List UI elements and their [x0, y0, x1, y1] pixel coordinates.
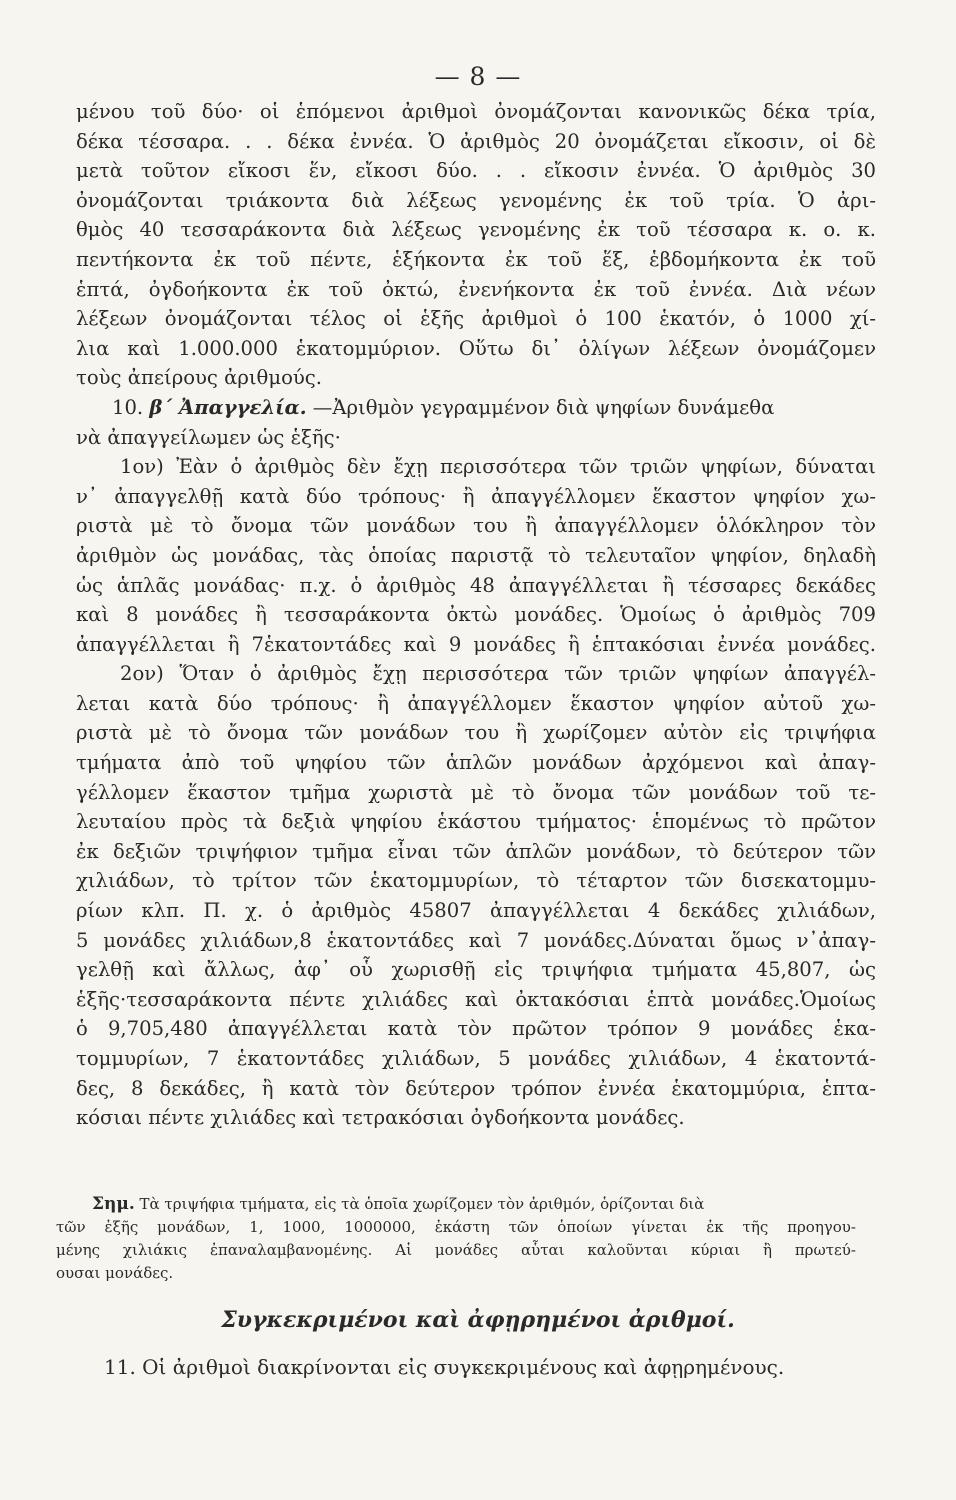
text-line: λεται κατὰ δύο τρόπους· ἢ ἀπαγγέλλομεν ἕκαστον ψηφίον αὐτοῦ χω- — [76, 691, 876, 715]
text-line: νὰ ἀπαγγείλωμεν ὡς ἑξῆς· — [76, 425, 341, 449]
text-line: 1ον) Ἐὰν ὁ ἀριθμὸς δὲν ἔχῃ περισσότερα τῶν τριῶν ψηφίων, δύναται — [120, 455, 876, 479]
text-line: ν᾽ ἀπαγγελθῇ κατὰ δύο τρόπους· ἢ ἀπαγγέλλομεν ἕκαστον ψηφίον χω- — [76, 484, 876, 508]
text-line: ὡς ἁπλᾶς μονάδας· π.χ. ὁ ἀριθμὸς 48 ἀπαγγέλλεται ἢ τέσσαρες δεκάδες — [76, 573, 876, 597]
footnote-text: Τὰ τριψήφια τμήματα, εἰς τὰ ὁποῖα χωρίζομεν τὸν ἀριθμόν, ὁρίζονται διὰ — [139, 1195, 705, 1213]
text-line: πεντήκοντα ἐκ τοῦ πέντε, ἑξήκοντα ἐκ τοῦ ἕξ, ἑβδομήκοντα ἐκ τοῦ — [76, 247, 876, 271]
text-line: 5 μονάδες χιλιάδων,8 ἑκατοντάδες καὶ 7 μονάδες.Δύναται ὅμως ν᾽ἀπαγ- — [76, 928, 876, 952]
text-line: ἐκ δεξιῶν τριψήφιον τμῆμα εἶναι τῶν ἁπλῶν μονάδων, τὸ δεύτερον τῶν — [76, 839, 876, 863]
text-line: δες, 8 δεκάδες, ἢ κατὰ τὸν δεύτερον τρόπον ἐννέα ἑκατομμύρια, ἑπτα- — [76, 1076, 876, 1100]
text-line: τμήματα ἀπὸ τοῦ ψηφίου τῶν ἁπλῶν μονάδων ἀρχόμενοι καὶ ἀπαγ- — [76, 751, 876, 775]
footnote-first-line — [56, 1193, 856, 1216]
paragraph-10-heading — [76, 393, 876, 423]
text-line: κόσιαι πέντε χιλιάδες καὶ τετρακόσιαι ὀγδοήκοντα μονάδες. — [76, 1106, 685, 1130]
text-line: γέλλομεν ἕκαστον τμῆμα χωριστὰ μὲ τὸ ὄνομα τῶν μονάδων τοῦ τε- — [76, 780, 876, 804]
paragraph-lead: —Ἀριθμὸν γεγραμμένον διὰ ψηφίων δυνάμεθα — [312, 395, 775, 419]
footnote-line: ουσαι μονάδες. — [56, 1264, 174, 1282]
text-line: χιλιάδων, τὸ τρίτον τῶν ἑκατομμυρίων, τὸ τέταρτον τῶν δισεκατομμυ- — [76, 869, 876, 893]
text-line: ρίων κλπ. Π. χ. ὁ ἀριθμὸς 45807 ἀπαγγέλλεται 4 δεκάδες χιλιάδων, — [76, 899, 876, 923]
text-line: ὀνομάζονται τριάκοντα διὰ λέξεως γενομένης ἐκ τοῦ τρία. Ὁ ἀρι- — [76, 188, 876, 212]
footnote-line: τῶν ἑξῆς μονάδων, 1, 1000, 1000000, ἑκάστη τῶν ὁποίων γίνεται ἐκ τῆς προηγου- — [56, 1218, 856, 1236]
footnote — [56, 1193, 856, 1285]
text-line: τοὺς ἀπείρους ἀριθμούς. — [76, 366, 322, 390]
text-line: θμὸς 40 τεσσαράκοντα διὰ λέξεως γενομένης ἐκ τοῦ τέσσαρα κ. ο. κ. — [76, 218, 876, 242]
footnote-line: μένης χιλιάκις ἐπαναλαμβανομένης. Αἱ μονάδες αὗται καλοῦνται κύριαι ἢ πρωτεύ- — [56, 1241, 856, 1259]
paragraph-11: 11. Οἱ ἀριθμοὶ διακρίνονται εἰς συγκεκριμένους καὶ ἀφῃρημένους. — [104, 1355, 785, 1379]
section-title: Συγκεκριμένοι καὶ ἀφῃρημένοι ἀριθμοί. — [221, 1307, 735, 1333]
text-line: καὶ 8 μονάδες ἢ τεσσαράκοντα ὀκτὼ μονάδες. Ὁμοίως ὁ ἀριθμὸς 709 — [76, 603, 876, 627]
text-line: τομμυρίων, 7 ἑκατοντάδες χιλιάδων, 5 μονάδες χιλιάδων, 4 ἑκατοντά- — [76, 1047, 876, 1070]
text-line: γελθῇ καὶ ἄλλως, ἀφ᾽ οὗ χωρισθῇ εἰς τριψήφια τμήματα 45,807, ὡς — [76, 958, 876, 982]
text-line: ἀριθμὸν ὡς μονάδας, τὰς ὁποίας παριστᾷ τὸ τελευταῖον ψηφίον, δηλαδὴ — [76, 543, 876, 567]
subsection-title: β΄ Ἀπαγγελία. — [149, 395, 307, 419]
text-line: ἀπαγγέλλεται ἢ 7ἑκατοντάδες καὶ 9 μονάδες ἢ ἑπτακόσιαι ἐννέα μονάδες. — [76, 632, 876, 656]
footnote-label: Σημ. — [92, 1194, 135, 1214]
text-line: μένου τοῦ δύο· οἱ ἑπόμενοι ἀριθμοὶ ὀνομάζονται κανονικῶς δέκα τρία, — [76, 100, 876, 123]
text-line: 2ον) Ὅταν ὁ ἀριθμὸς ἔχῃ περισσότερα τῶν τριῶν ψηφίων ἀπαγγέλ- — [120, 662, 876, 686]
page-number: — 8 — — [434, 62, 522, 91]
text-line: ριστὰ μὲ τὸ ὄνομα τῶν μονάδων του ἢ ἀπαγγέλλομεν ὁλόκληρον τὸν — [76, 514, 876, 538]
text-line: λέξεων ὀνομάζονται τέλος οἱ ἑξῆς ἀριθμοὶ ὁ 100 ἑκατόν, ὁ 1000 χί- — [76, 307, 876, 331]
text-line: λευταίου πρὸς τὰ δεξιὰ ψηφίου ἑκάστου τμήματος· ἑπομένως τὸ πρῶτον — [76, 810, 876, 834]
text-line: λια καὶ 1.000.000 ἑκατομμύριον. Οὕτω δι᾽ ὀλίγων λέξεων ὀνομάζομεν — [76, 336, 876, 360]
text-line: μετὰ τοῦτον εἴκοσι ἕν, εἴκοσι δύο. . . εἴκοσιν ἐννέα. Ὁ ἀριθμὸς 30 — [76, 159, 876, 183]
text-line: ἑξῆς·τεσσαράκοντα πέντε χιλιάδες καὶ ὀκτακόσιαι ἑπτὰ μονάδες.Ὁμοίως — [76, 987, 876, 1011]
text-line: ἑπτά, ὀγδοήκοντα ἐκ τοῦ ὀκτώ, ἐνενήκοντα ἐκ τοῦ ἐννέα. Διὰ νέων — [76, 277, 876, 301]
text-line: ὁ 9,705,480 ἀπαγγέλλεται κατὰ τὸν πρῶτον τρόπον 9 μονάδες ἑκα- — [76, 1017, 876, 1041]
text-line: δέκα τέσσαρα. . . δέκα ἐννέα. Ὁ ἀριθμὸς 20 ὀνομάζεται εἴκοσιν, οἱ δὲ — [76, 129, 876, 153]
paragraph-number: 10. — [112, 395, 144, 419]
body-text — [76, 97, 876, 1133]
text-line: ριστὰ μὲ τὸ ὄνομα τῶν μονάδων του ἢ χωρίζομεν αὐτὸν εἰς τριψήφια — [76, 721, 876, 745]
